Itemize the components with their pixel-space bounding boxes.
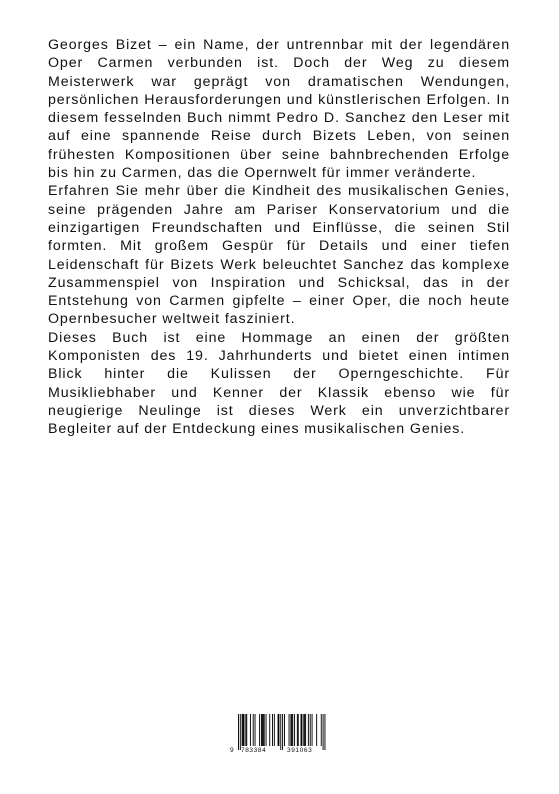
barcode-bar: [259, 714, 260, 746]
barcode-bar: [263, 714, 264, 746]
barcode-bar: [274, 714, 275, 746]
barcode-bar: [312, 714, 313, 746]
barcode-bar: [240, 714, 241, 750]
barcode-bar: [321, 714, 322, 746]
barcode-bar: [305, 714, 306, 746]
barcode-bar: [308, 714, 309, 746]
barcode-bar: [298, 714, 299, 746]
barcode-bar: [324, 714, 325, 750]
isbn-number: [230, 747, 330, 757]
blurb-paragraph-1: Georges Bizet – ein Name, der untrennbar mit der legendären Oper Carmen verbunden ist. Doch der Weg zu diesem Meisterwerk war geprägt von dramatischen Wendungen, persönlichen Herausforderungen und künstlerischen Erfolgen. In diesem fesselnden Buch nimmt Pedro D. Sanchez den Leser mit auf eine spannende Reise durch Bizets Leben, von seinen frühesten Kompositionen über seine bahnbrechenden Erfolge bis hin zu Carmen, das die Opernwelt für immer veränderte.: [48, 37, 510, 182]
barcode-bar: [238, 714, 239, 750]
blurb-paragraph-3: Dieses Buch ist eine Hommage an einen der größten Komponisten des 19. Jahrhunderts und bietet einen intimen Blick hinter die Kulissen der Operngeschichte. Für Musikliebhaber und Kenner der Klassik ebenso wie für neugierige Neulinge ist dieses Werk ein unverzichtbarer Begleiter auf der Entdeckung eines musikalischen Genies.: [48, 329, 510, 438]
barcode-bar: [253, 714, 254, 746]
barcode-bar: [301, 714, 302, 746]
barcode-bar: [272, 714, 273, 746]
isbn-right-group: 391063: [287, 747, 313, 754]
barcode-bar: [262, 714, 263, 746]
barcode-bar: [297, 714, 298, 746]
barcode-bar: [269, 714, 270, 746]
blurb-paragraph-2: Erfahren Sie mehr über die Kindheit des musikalischen Genies, seine prägenden Jahre am Pariser Konservatorium und die einzigartigen Freundschaften und Einflüsse, die seinen Stil formten. Mit großem Gespür für Details und einer tiefen Leidenschaft für Bizets Werk beleuchtet Sanchez das komplexe Zusammenspiel von Inspiration und Schicksal, das in der Entstehung von Carmen gipfelte – einer Oper, die noch heute Opernbesucher weltweit fasziniert.: [48, 183, 510, 328]
barcode-bar: [303, 714, 304, 746]
barcode-bar: [244, 714, 245, 746]
back-cover-blurb: [48, 36, 510, 439]
barcode-bar: [246, 714, 247, 746]
barcode-bar: [316, 714, 317, 746]
barcode-bar: [304, 714, 305, 746]
barcode-bar: [301, 714, 302, 746]
barcode-bar: [278, 714, 279, 746]
barcode-bar: [282, 714, 283, 750]
barcode-bar: [250, 714, 251, 746]
barcode-bar: [291, 714, 292, 746]
barcode-bars: [230, 714, 330, 750]
barcode-bar: [264, 714, 265, 746]
barcode-bar: [245, 714, 246, 746]
barcode-bar: [290, 714, 291, 746]
barcode-bar: [243, 714, 244, 746]
barcode-bar: [292, 714, 293, 746]
barcode-bar: [310, 714, 311, 746]
barcode-bar: [266, 714, 267, 746]
barcode-bar: [261, 714, 262, 746]
isbn-left-group: 783384: [241, 747, 267, 754]
barcode-bar: [294, 714, 295, 746]
barcode-bar: [323, 714, 324, 750]
barcode-bar: [242, 714, 243, 746]
barcode-bar: [278, 714, 279, 746]
barcode-bar: [284, 714, 285, 746]
barcode-bar: [289, 714, 290, 746]
barcode-bar: [280, 714, 281, 750]
barcode-bar: [255, 714, 256, 746]
isbn-barcode: [230, 714, 330, 758]
isbn-lead-digit: 9: [230, 747, 235, 754]
